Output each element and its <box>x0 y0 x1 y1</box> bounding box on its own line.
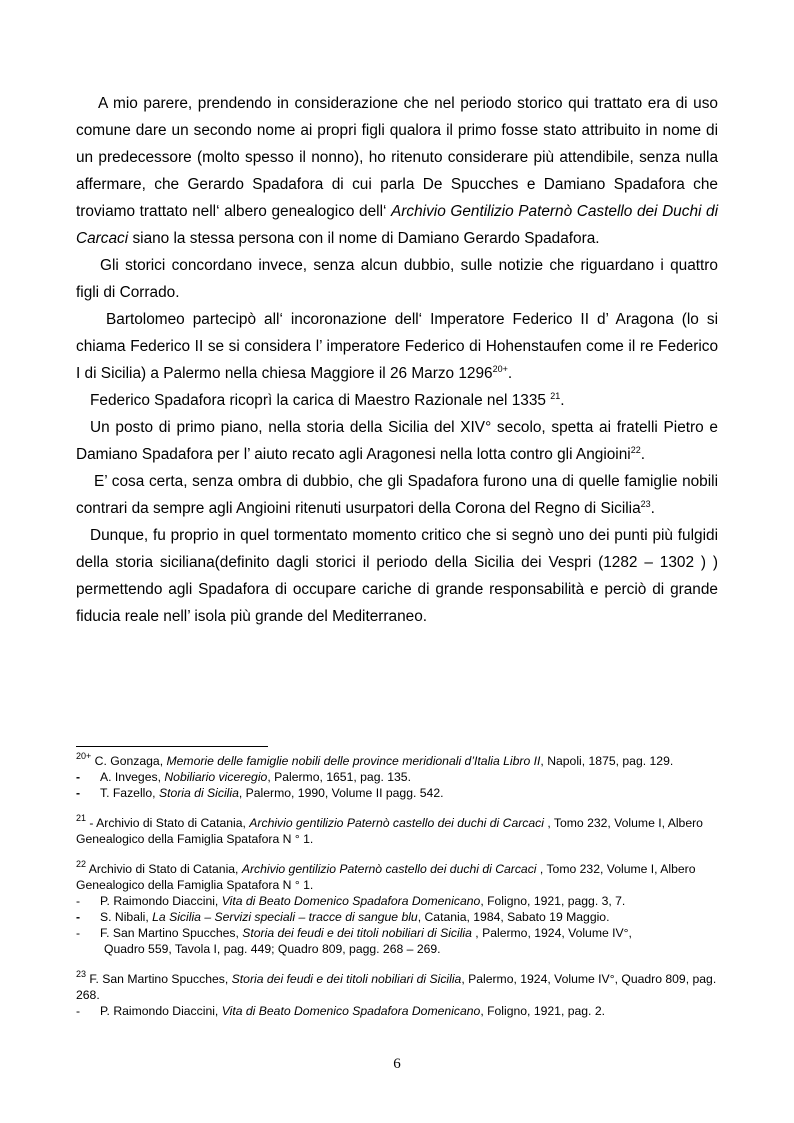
footnote-line: - F. San Martino Spucches, Storia dei feudi e dei titoli nobiliari di Sicilia , Palermo, 1924, Volume IV°, <box>76 926 632 940</box>
paragraph-5: Un posto di primo piano, nella storia della Sicilia del XIV° secolo, spetta ai fratelli Pietro e Damiano Spadafora per l’ aiuto recato agli Aragonesi nella lotta contro gli Angioini$^{22}$. <box>76 419 718 463</box>
footnote-line: - S. Nibali, La Sicilia – Servizi speciali – tracce di sangue blu, Catania, 1984, Sabato 19 Maggio. <box>76 910 610 924</box>
dash-bullet: - <box>76 910 81 924</box>
footnote-line: $^{22}$ Archivio di Stato di Catania, Archivio gentilizio Paternò castello dei duchi di Carcaci , Tomo 232, Volume I, Albero Genealogico della Famiglia Spatafora N ° 1. <box>76 859 696 892</box>
footnote-mark: 23 <box>76 969 87 979</box>
footnote-22 <box>76 861 718 957</box>
footnote-ref-22[interactable]: 22 <box>630 445 641 455</box>
paragraph-3: Bartolomeo partecipò all‘ incoronazione dell‘ Imperatore Federico II d’ Aragona (lo si chiama Federico II se si considera l’ imperatore Federico di Hohenstaufen come il re Federico I di Sicilia) a Palermo nella chiesa Maggiore il 26 Marzo $1296^{20+}$. <box>76 311 718 382</box>
footnote-mark: 22 <box>76 859 87 869</box>
paragraph-6: E’ cosa certa, senza ombra di dubbio, che gli Spadafora furono una di quelle famiglie nobili contrari da sempre agli Angioini ritenuti usurpatori della Corona del Regno di Sicilia$^{23}$. <box>76 473 718 517</box>
paragraph-4: Federico Spadafora ricoprì la carica di Maestro Razionale nel 1335 $^{21}$. <box>90 391 565 409</box>
footnote-ref-23[interactable]: 23 <box>640 499 651 509</box>
footnote-line: $^{21}$ - Archivio di Stato di Catania, Archivio gentilizio Paternò castello dei duchi di Carcaci , Tomo 232, Volume I, Albero Genealogico della Famiglia Spatafora N ° 1. <box>76 813 703 846</box>
footnote-line: - T. Fazello, Storia di Sicilia, Palermo, 1990, Volume II pagg. 542. <box>76 786 444 800</box>
footnote-line: Quadro 559, Tavola I, pag. 449; Quadro 809, pagg. 268 – 269. <box>104 942 441 956</box>
footnote-mark: 21 <box>76 813 87 823</box>
footnote-23 <box>76 971 718 1019</box>
footnote-line: - P. Raimondo Diaccini, Vita di Beato Domenico Spadafora Domenicano, Foligno, 1921, pag. 2. <box>76 1004 605 1018</box>
dash-bullet: - <box>76 926 81 940</box>
footnote-line: $^{23}$ F. San Martino Spucches, Storia dei feudi e dei titoli nobiliari di Sicilia, Palermo, 1924, Volume IV°, Quadro 809, pag. 268. <box>76 969 717 1002</box>
dash-bullet: - <box>76 1004 81 1018</box>
footnote-ref-21[interactable]: 21 <box>550 391 561 401</box>
footnote-21 <box>76 815 718 847</box>
footnote-line: $^{20+}$ C. Gonzaga, Memorie delle famiglie nobili delle province meridionali d’Italia Libro II, Napoli, 1875, pag. 129. <box>76 751 674 768</box>
main-text <box>76 90 718 630</box>
footnote-line: - A. Inveges, Nobiliario viceregio, Palermo, 1651, pag. 135. <box>76 770 411 784</box>
footnote-mark: 20+ <box>76 751 92 761</box>
paragraph-7: Dunque, fu proprio in quel tormentato momento critico che si segnò uno dei punti più fulgidi della storia siciliana(definito dagli storici il periodo della Sicilia dei Vespri (1282 – 1302 ) ) permettendo agli Spadafora di occupare cariche di grande responsabilità e perciò di grande fiducia reale nell’ isola più grande del Mediterraneo. <box>76 527 718 625</box>
dash-bullet: - <box>76 786 81 800</box>
dash-bullet: - <box>76 894 81 908</box>
paragraph-2: Gli storici concordano invece, senza alcun dubbio, sulle notizie che riguardano i quattro figli di Corrado. <box>76 257 718 301</box>
footnote-separator <box>76 746 268 747</box>
page-number: 6 <box>393 1056 401 1072</box>
footnote-20 <box>76 753 718 801</box>
dash-bullet: - <box>76 770 81 784</box>
footnote-ref-20[interactable]: 20+ <box>492 364 508 374</box>
footnote-line: - P. Raimondo Diaccini, Vita di Beato Domenico Spadafora Domenicano, Foligno, 1921, pagg. 3, 7. <box>76 894 626 908</box>
paragraph-1: A mio parere, prendendo in considerazione che nel periodo storico qui trattato era di uso comune dare un secondo nome ai propri figli qualora il primo fosse stato attribuito in nome di un predecessore (molto spesso il nonno), ho ritenuto considerare più attendibile, senza nulla affermare, che Gerardo Spadafora di cui parla De Spucches e Damiano Spadafora che troviamo trattato nell‘ albero genealogico dell‘ Archivio Gentilizio Paternò Castello dei Duchi di Carcaci siano la stessa persona con il nome di Damiano Gerardo Spadafora. <box>76 95 718 247</box>
footnotes <box>76 753 718 1033</box>
